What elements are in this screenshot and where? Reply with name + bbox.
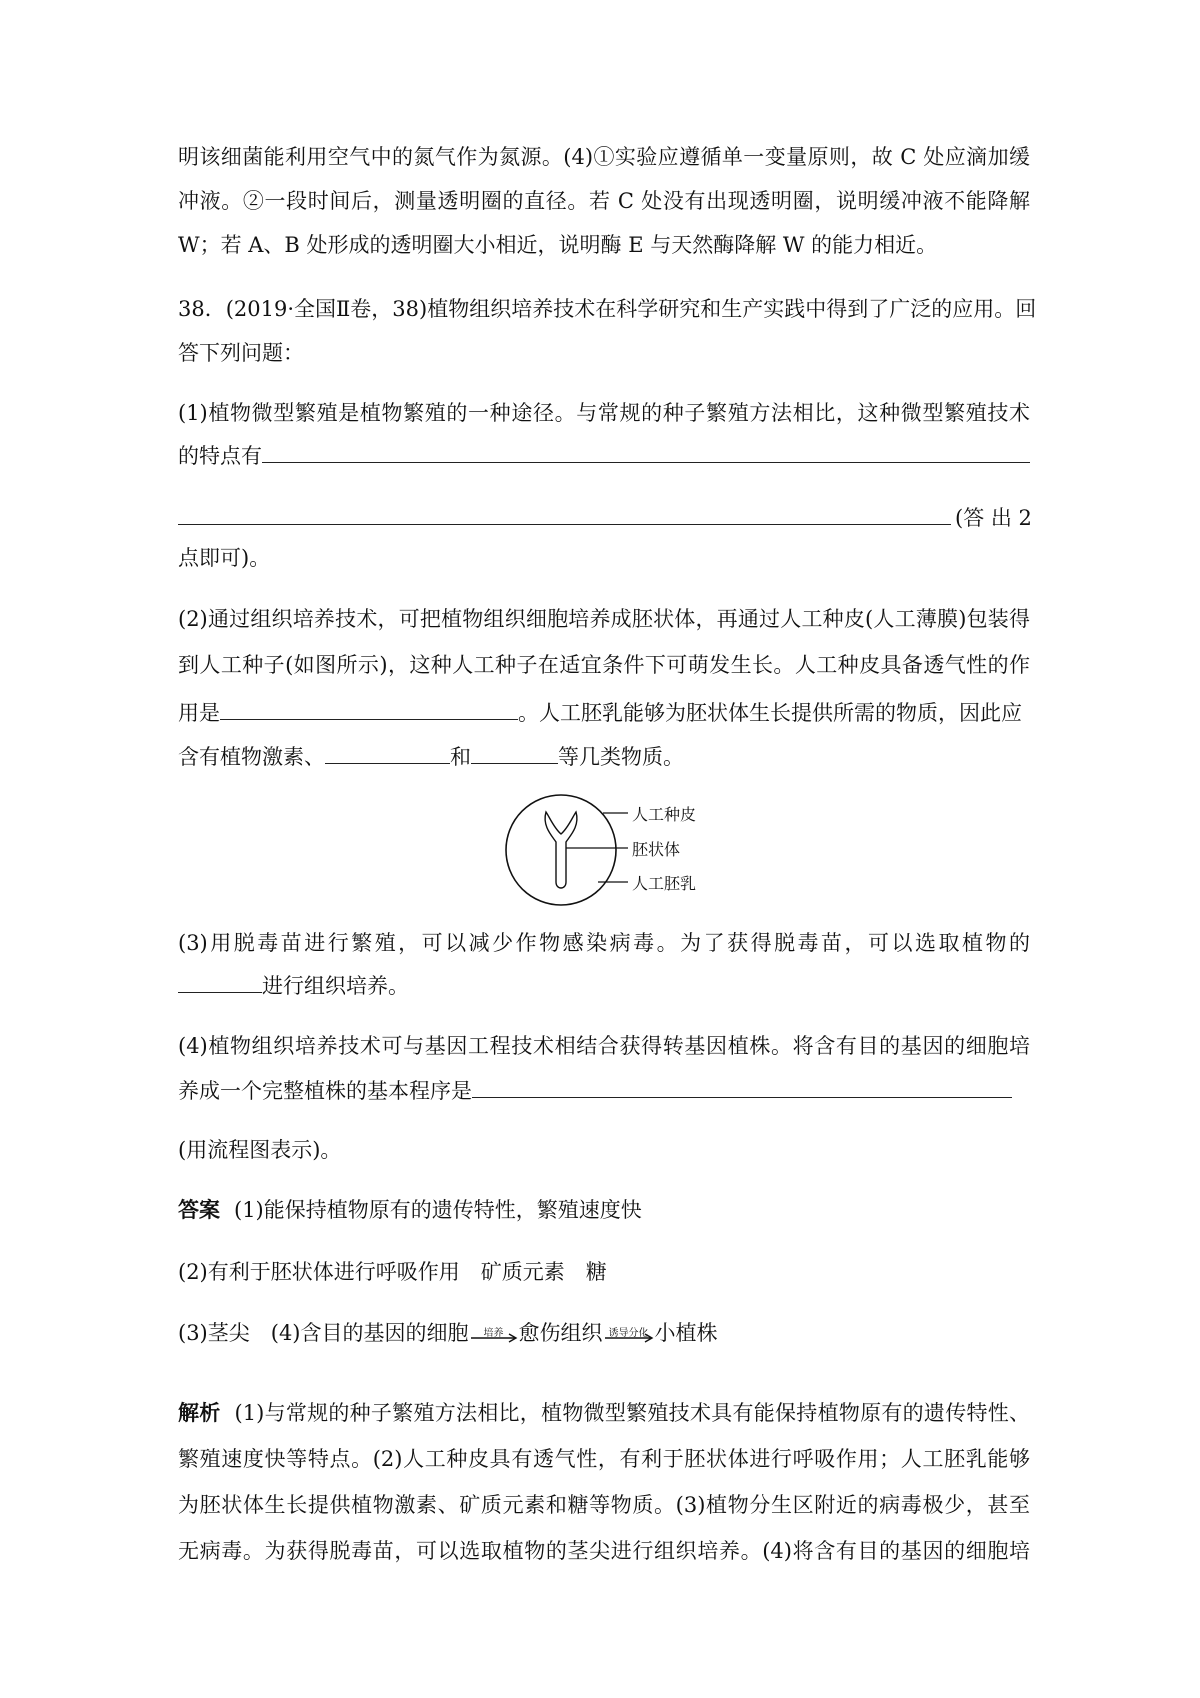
embryoid-shape — [545, 812, 577, 888]
analysis-label: 解析 — [178, 1401, 221, 1425]
analysis-line-2: 繁殖速度快等特点。(2)人工种皮具有透气性，有利于胚状体进行呼吸作用；人工胚乳能够 — [178, 1447, 1030, 1471]
q2-line-4-suffix: 等几类物质。 — [558, 745, 684, 769]
q3-line-2 — [178, 970, 409, 1001]
q4-line-1: (4)植物组织培养技术可与基因工程技术相结合获得转基因植株。将含有目的基因的细胞培 — [178, 1034, 1030, 1058]
q1-line-3 — [178, 502, 1032, 533]
q4-blank — [472, 1075, 1012, 1098]
q2-line-3-prefix: 用是 — [178, 701, 220, 725]
answer-2: (2)有利于胚状体进行呼吸作用 矿质元素 糖 — [178, 1260, 607, 1284]
prev-answer-line-1: 明该细菌能利用空气中的氮气作为氮源。(4)①实验应遵循单一变量原则，故 C 处应滴加缓 — [178, 145, 1030, 169]
q2-blank-2 — [325, 741, 450, 764]
answer-3-mid: 愈伤组织 — [518, 1321, 603, 1345]
q2-line-1: (2)通过组织培养技术，可把植物组织细胞培养成胚状体，再通过人工种皮(人工薄膜)包装得 — [178, 607, 1030, 631]
label-artificial-endosperm: 人工胚乳 — [632, 874, 697, 893]
answer-1: (1)能保持植物原有的遗传特性，繁殖速度快 — [234, 1198, 642, 1222]
label-embryoid: 胚状体 — [632, 840, 681, 859]
label-artificial-seed-coat: 人工种皮 — [632, 805, 697, 824]
q2-line-4 — [178, 741, 684, 772]
q1-blank-1 — [262, 440, 1030, 463]
q1-line-4: 点即可)。 — [178, 546, 271, 570]
q3-blank — [178, 970, 262, 993]
answer-line-3 — [178, 1318, 718, 1348]
q1-line-2 — [178, 440, 1030, 471]
q4-line-3: (用流程图表示)。 — [178, 1138, 342, 1162]
analysis-line-3: 为胚状体生长提供植物激素、矿质元素和糖等物质。(3)植物分生区附近的病毒极少，甚至 — [178, 1493, 1030, 1517]
q2-line-2: 到人工种子(如图所示)，这种人工种子在适宜条件下可萌发生长。人工种皮具备透气性的作 — [178, 653, 1030, 677]
q4-line-2 — [178, 1075, 1012, 1106]
analysis-line-4: 无病毒。为获得脱毒苗，可以选取植物的茎尖进行组织培养。(4)将含有目的基因的细胞培 — [178, 1539, 1030, 1563]
q1-line-3-text: (答 出 2 — [955, 506, 1032, 530]
q2-line-4-prefix: 含有植物激素、 — [178, 745, 325, 769]
q1-line-2-text: 的特点有 — [178, 444, 262, 468]
question-header-line-2: 答下列问题： — [178, 341, 304, 365]
artificial-seed-figure — [470, 790, 730, 910]
answer-3-prefix: (3)茎尖 (4)含目的基因的细胞 — [178, 1321, 469, 1345]
arrow-culture-label: 培养 — [483, 1327, 504, 1339]
q2-blank-1 — [220, 697, 518, 720]
q1-line-1: (1)植物微型繁殖是植物繁殖的一种途径。与常规的种子繁殖方法相比，这种微型繁殖技术 — [178, 401, 1030, 425]
answer-3-suffix: 小植株 — [654, 1321, 718, 1345]
prev-answer-line-2: 冲液。②一段时间后，测量透明圈的直径。若 C 处没有出现透明圈，说明缓冲液不能降解 — [178, 189, 1030, 213]
analysis-line-1 — [178, 1398, 1030, 1428]
answer-label: 答案 — [178, 1198, 220, 1222]
q3-line-1: (3)用脱毒苗进行繁殖，可以减少作物感染病毒。为了获得脱毒苗，可以选取植物的 — [178, 931, 1030, 955]
arrow-induce-label: 诱导分化 — [608, 1327, 649, 1339]
q2-blank-3 — [471, 741, 558, 764]
q3-line-2-text: 进行组织培养。 — [262, 974, 409, 998]
arrow-culture — [469, 1325, 519, 1345]
q2-line-3 — [178, 697, 1022, 728]
q4-line-2-prefix: 养成一个完整植株的基本程序是 — [178, 1079, 472, 1103]
analysis-text-1: (1)与常规的种子繁殖方法相比，植物微型繁殖技术具有能保持植物原有的遗传特性、 — [234, 1401, 1031, 1425]
q1-blank-2 — [178, 502, 951, 525]
prev-answer-line-3: W；若 A、B 处形成的透明圈大小相近，说明酶 E 与天然酶降解 W 的能力相近。 — [178, 233, 938, 257]
q2-line-3-suffix: 。人工胚乳能够为胚状体生长提供所需的物质，因此应 — [518, 701, 1022, 725]
answer-line-1 — [178, 1195, 642, 1225]
question-header-line-1: 38．(2019·全国Ⅱ卷，38)植物组织培养技术在科学研究和生产实践中得到了广泛的应用。回 — [178, 297, 1037, 321]
arrow-induce — [603, 1325, 655, 1345]
q2-line-4-mid: 和 — [450, 745, 471, 769]
